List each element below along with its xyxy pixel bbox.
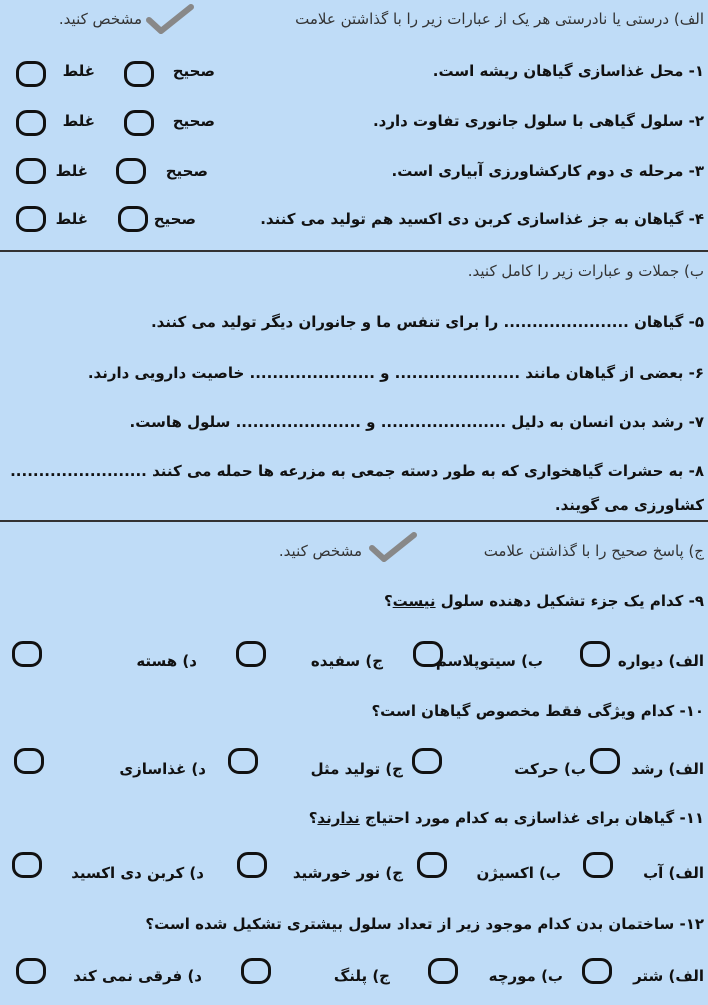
question-8-continued: کشاورزی می گویند.	[554, 496, 704, 514]
question-mark: ؟	[308, 809, 318, 827]
section-b-header: ب) جملات و عبارات زیر را کامل کنید.	[467, 262, 704, 280]
option-b-circle-icon[interactable]	[417, 852, 447, 878]
question-4: ۴- گیاهان به جز غذاسازی کربن دی اکسید هم تولید می کنند.	[260, 210, 704, 228]
check-mark-icon	[368, 532, 418, 562]
option-a-circle-icon[interactable]	[582, 958, 612, 984]
option-c-circle-icon[interactable]	[236, 641, 266, 667]
section-c-header: ج) پاسخ صحیح را با گذاشتن علامت	[483, 542, 704, 560]
section-c-header-end: مشخص کنید.	[278, 542, 362, 560]
question-text: ۹- کدام یک جزء تشکیل دهنده سلول	[435, 592, 704, 610]
option-c: ج) تولید مثل	[310, 760, 403, 778]
question-9	[384, 592, 704, 610]
question-mark: ؟	[383, 592, 393, 610]
false-label: غلط	[62, 62, 95, 80]
option-c-circle-icon[interactable]	[241, 958, 271, 984]
option-a: الف) آب	[643, 864, 704, 882]
question-10	[371, 702, 704, 720]
option-a: الف) شتر	[633, 967, 704, 985]
option-c: ج) نور خورشید	[292, 864, 403, 882]
false-answer-circle-icon[interactable]	[16, 206, 46, 232]
option-d-circle-icon[interactable]	[12, 852, 42, 878]
option-c-circle-icon[interactable]	[228, 748, 258, 774]
check-mark-icon	[145, 4, 195, 34]
option-d-circle-icon[interactable]	[12, 641, 42, 667]
true-answer-circle-icon[interactable]	[116, 158, 146, 184]
false-label: غلط	[62, 112, 95, 130]
option-a: الف) دیواره	[617, 652, 704, 670]
question-text: ۱۱- گیاهان برای غذاسازی به کدام مورد احتیاج	[359, 809, 704, 827]
true-answer-circle-icon[interactable]	[118, 206, 148, 232]
section-a-header-end: مشخص کنید.	[58, 10, 142, 28]
section-a-header-text: الف) درستی یا نادرستی هر یک از عبارات زیر را با گذاشتن علامت	[295, 10, 704, 28]
question-6: ۶- بعضی از گیاهان مانند ...................... و ...................... خاصیت دارویی دارند.	[87, 364, 704, 382]
question-7: ۷- رشد بدن انسان به دلیل ...................... و ...................... سلول هاست.	[129, 413, 704, 431]
option-b-circle-icon[interactable]	[428, 958, 458, 984]
section-divider	[0, 520, 708, 522]
question-11	[309, 809, 704, 827]
false-answer-circle-icon[interactable]	[16, 158, 46, 184]
option-b: ب) سیتوپلاسم	[435, 652, 543, 670]
option-a-circle-icon[interactable]	[590, 748, 620, 774]
option-a-circle-icon[interactable]	[583, 852, 613, 878]
question-emphasis: ندارند	[317, 809, 360, 827]
true-label: صحیح	[172, 62, 215, 80]
question-2: ۲- سلول گیاهی با سلول جانوری تفاوت دارد.	[372, 112, 704, 130]
true-label: صحیح	[165, 162, 208, 180]
option-b: ب) مورچه	[488, 967, 563, 985]
true-label: صحیح	[153, 210, 196, 228]
option-d-circle-icon[interactable]	[16, 958, 46, 984]
question-emphasis: نیست	[392, 592, 436, 610]
question-text: ۱۰- کدام ویژگی فقط مخصوص گیاهان است؟	[371, 702, 704, 720]
false-answer-circle-icon[interactable]	[16, 110, 46, 136]
option-d: د) فرقی نمی کند	[73, 967, 202, 985]
option-a: الف) رشد	[631, 760, 704, 778]
question-12	[145, 915, 704, 933]
option-c-circle-icon[interactable]	[237, 852, 267, 878]
section-a-header	[295, 10, 704, 28]
option-c: ج) سفیده	[310, 652, 383, 670]
option-d: د) هسته	[136, 652, 197, 670]
true-answer-circle-icon[interactable]	[124, 61, 154, 87]
true-answer-circle-icon[interactable]	[124, 110, 154, 136]
option-a-circle-icon[interactable]	[580, 641, 610, 667]
option-c: ج) پلنگ	[333, 967, 390, 985]
question-8: ۸- به حشرات گیاهخواری که به طور دسته جمعی به مزرعه ها حمله می کنند ........................	[10, 462, 704, 480]
option-b: ب) اکسیژن	[476, 864, 561, 882]
question-text: ۱۲- ساختمان بدن کدام موجود زیر از تعداد سلول بیشتری تشکیل شده است؟	[145, 915, 704, 933]
option-d: د) کربن دی اکسید	[71, 864, 204, 882]
section-divider	[0, 250, 708, 252]
question-5: ۵- گیاهان ...................... را برای تنفس ما و جانوران دیگر تولید می کنند.	[150, 313, 704, 331]
option-d-circle-icon[interactable]	[14, 748, 44, 774]
option-d: د) غذاسازی	[119, 760, 206, 778]
false-answer-circle-icon[interactable]	[16, 61, 46, 87]
false-label: غلط	[55, 210, 88, 228]
option-b-circle-icon[interactable]	[412, 748, 442, 774]
option-b-circle-icon[interactable]	[413, 641, 443, 667]
false-label: غلط	[55, 162, 88, 180]
question-3: ۳- مرحله ی دوم کارکشاورزی آبیاری است.	[391, 162, 704, 180]
true-label: صحیح	[172, 112, 215, 130]
question-1: ۱- محل غذاسازی گیاهان ریشه است.	[432, 62, 704, 80]
option-b: ب) حرکت	[514, 760, 586, 778]
